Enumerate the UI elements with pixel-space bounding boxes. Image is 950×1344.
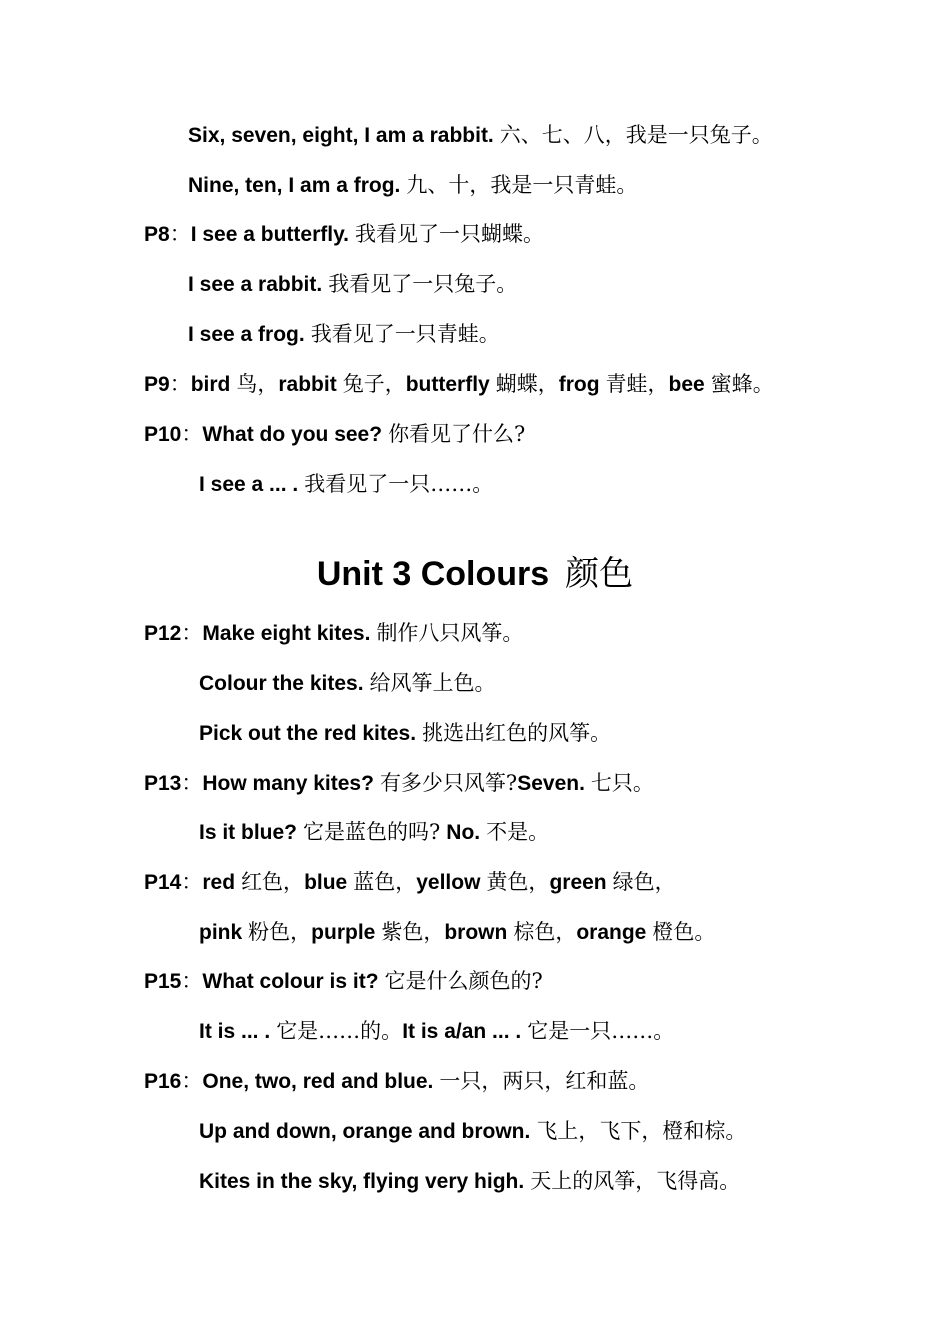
vocab-word: purple [311,921,376,944]
label-separator: ： [181,422,203,446]
vocab-word: frog [558,373,600,396]
page-label: P10 [144,423,182,446]
chinese-text: 我看见了一只青蛙。 [310,322,500,346]
english-text: Make eight kites. [202,622,371,645]
label-separator: ： [181,969,203,993]
page-label: P13 [144,772,182,795]
english-text: Kites in the sky, flying very high. [199,1170,525,1193]
english-text: I see a rabbit. [188,273,323,296]
english-text: Pick out the red kites. [199,722,417,745]
label-separator: ： [181,1069,203,1093]
english-text: Nine, ten, I am a frog. [188,174,401,197]
text-line-p16 [144,1066,649,1096]
vocab-word: red [202,871,236,894]
english-text: What do you see? [202,423,383,446]
english-text: It is a/an ... . [402,1020,522,1043]
unit-title-english: Unit 3 Colours [316,555,550,593]
chinese-text: 一只，两只，红和蓝。 [439,1069,650,1093]
text-line-p12 [144,618,523,648]
unit-title-chinese: 颜色 [565,554,634,594]
vocab-translation: 红色， [241,870,305,894]
english-text: Is it blue? [199,821,298,844]
text-line-p8 [144,219,544,249]
vocab-translation: 黄色， [486,870,550,894]
text-line-p14 [144,867,676,897]
vocab-word: green [549,871,607,894]
vocab-word: bee [668,373,705,396]
text-line-p15 [144,966,543,996]
chinese-text: 不是。 [486,820,550,844]
english-text: I see a frog. [188,323,305,346]
text-line-see-frog [188,319,500,349]
label-separator: ： [181,771,203,795]
text-line-it-is [199,1016,674,1046]
chinese-text: 六、七、八，我是一只兔子。 [499,123,773,147]
chinese-text: 它是蓝色的吗? [303,820,441,844]
text-line-p9 [144,369,774,399]
vocab-word: orange [576,921,647,944]
vocab-word: butterfly [405,373,490,396]
english-text: One, two, red and blue. [202,1070,434,1093]
chinese-text: 我看见了一只蝴蝶。 [355,222,545,246]
vocab-word: yellow [416,871,481,894]
chinese-text: 它是什么颜色的? [384,969,543,993]
chinese-text: 给风筝上色。 [369,671,496,695]
chinese-text: 天上的风筝，飞得高。 [530,1169,741,1193]
text-line-up-and-down [199,1116,746,1146]
text-line-nine-ten [188,170,637,200]
page-label: P9 [144,373,170,396]
page-label: P8 [144,223,170,246]
page-label: P12 [144,622,182,645]
vocab-word: bird [190,373,231,396]
text-line-p10 [144,419,525,449]
label-separator: ： [169,222,191,246]
vocab-translation: 绿色， [612,870,676,894]
english-text: No. [446,821,481,844]
english-text: It is ... . [199,1020,271,1043]
chinese-text: 我看见了一只……。 [304,472,494,496]
vocab-translation: 蝴蝶， [495,372,559,396]
chinese-text: 你看见了什么? [388,422,526,446]
vocab-translation: 青蛙， [605,372,669,396]
chinese-text: 制作八只风筝。 [376,621,524,645]
chinese-text: 飞上，飞下，橙和棕。 [536,1119,747,1143]
text-line-colour-kites [199,668,496,698]
label-separator: ： [169,372,191,396]
text-line-is-it-blue [199,817,549,847]
chinese-text: 九、十，我是一只青蛙。 [406,173,638,197]
english-text: Six, seven, eight, I am a rabbit. [188,124,494,147]
page-label: P14 [144,871,182,894]
vocab-translation: 兔子， [342,372,406,396]
chinese-text: 挑选出红色的风筝。 [422,721,612,745]
vocab-translation: 紫色， [381,920,445,944]
english-text: I see a ... . [199,473,299,496]
english-text: How many kites? [202,772,374,795]
vocab-translation: 粉色， [248,920,312,944]
vocab-translation: 蓝色， [353,870,417,894]
text-line-pick-red-kites [199,718,611,748]
label-separator: ： [181,870,203,894]
english-text: Seven. [517,772,585,795]
unit-title [0,553,950,596]
vocab-translation: 蜜蜂。 [710,372,774,396]
vocab-translation: 橙色。 [652,920,716,944]
text-line-six-seven-eight [188,120,773,150]
chinese-text: 我看见了一只兔子。 [328,272,518,296]
text-line-p13 [144,768,654,798]
vocab-translation: 棕色， [513,920,577,944]
vocab-translation: 鸟， [236,372,279,396]
vocab-word: rabbit [278,373,337,396]
english-text: I see a butterfly. [190,223,350,246]
text-line-kites-in-sky [199,1166,740,1196]
english-text: What colour is it? [202,970,379,993]
text-line-i-see-a [199,469,493,499]
chinese-text: 有多少只风筝? [379,771,518,795]
english-text: Colour the kites. [199,672,364,695]
vocab-word: brown [444,921,508,944]
chinese-text: 它是……的。 [276,1019,403,1043]
english-text: Up and down, orange and brown. [199,1120,531,1143]
text-line-see-rabbit [188,269,517,299]
page-label: P15 [144,970,182,993]
page-label: P16 [144,1070,182,1093]
label-separator: ： [181,621,203,645]
chinese-text: 它是一只……。 [527,1019,675,1043]
text-line-colours-continued [199,917,715,947]
vocab-word: blue [304,871,348,894]
chinese-text: 七只。 [590,771,654,795]
vocab-word: pink [199,921,243,944]
